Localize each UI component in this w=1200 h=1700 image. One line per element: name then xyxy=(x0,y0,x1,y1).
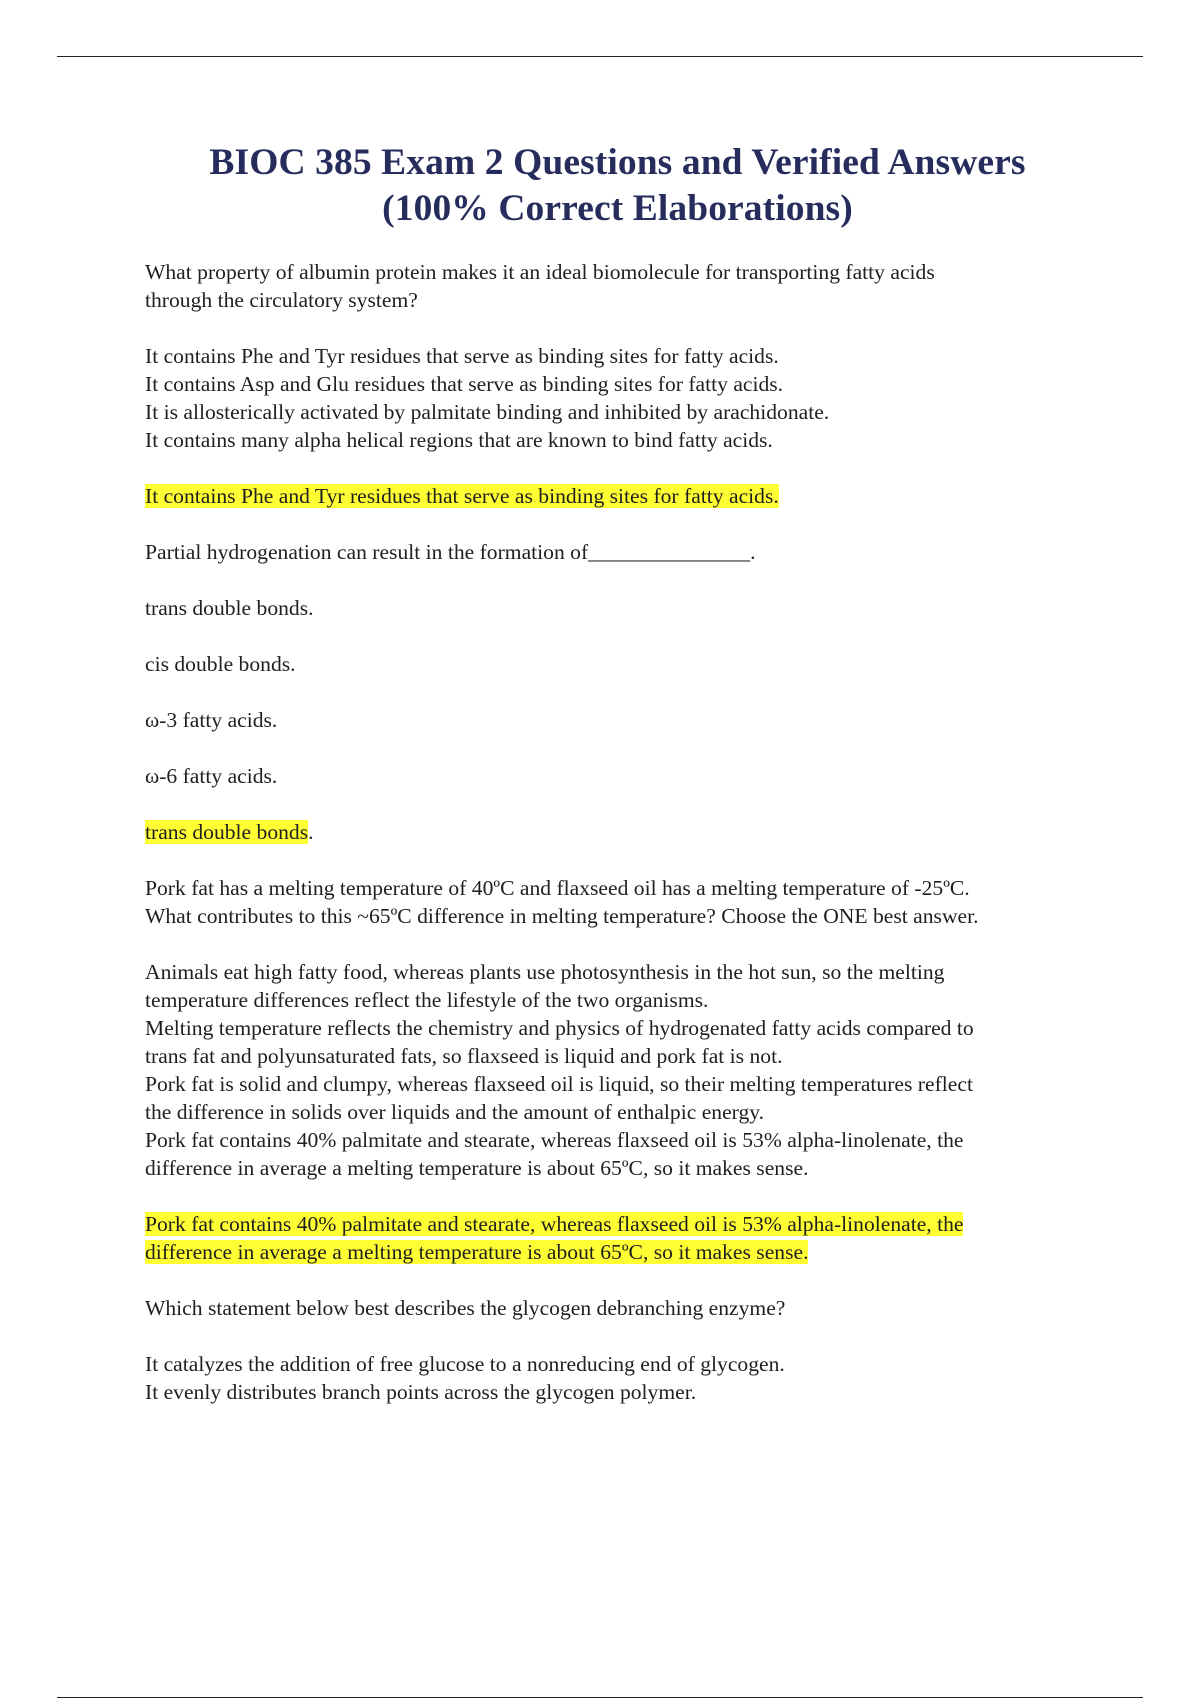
q2-answer xyxy=(145,818,1090,846)
q3-options xyxy=(145,958,1090,1182)
q4-options xyxy=(145,1350,1090,1406)
q1-question: What property of albumin protein makes it an ideal biomolecule for transporting fatty acids through the circulatory system? xyxy=(145,260,935,312)
q3-option-line: trans fat and polyunsaturated fats, so flaxseed is liquid and pork fat is not. xyxy=(145,1044,783,1068)
q3-option-line: Pork fat contains 40% palmitate and stearate, whereas flaxseed oil is 53% alpha-linolenate, the xyxy=(145,1128,964,1152)
q2-question: Partial hydrogenation can result in the formation of_______________. xyxy=(145,540,756,564)
q1-options xyxy=(145,342,1090,454)
q4-option: It catalyzes the addition of free glucose to a nonreducing end of glycogen. xyxy=(145,1352,785,1376)
q2-option: ω-3 fatty acids. xyxy=(145,708,278,732)
q3-option-line: difference in average a melting temperature is about 65ºC, so it makes sense. xyxy=(145,1156,809,1180)
q3-option-line: Melting temperature reflects the chemistry and physics of hydrogenated fatty acids compared to xyxy=(145,1016,974,1040)
title-line-2: (100% Correct Elaborations) xyxy=(382,188,853,229)
title-line-1: BIOC 385 Exam 2 Questions and Verified Answers xyxy=(209,142,1026,183)
q3-answer-highlight-line-2: difference in average a melting temperature is about 65ºC, so it makes sense. xyxy=(145,1240,809,1264)
document-title xyxy=(145,140,1090,232)
q1-answer-highlight: It contains Phe and Tyr residues that serve as binding sites for fatty acids. xyxy=(145,484,779,508)
q3-option-line: the difference in solids over liquids and the amount of enthalpic energy. xyxy=(145,1100,765,1124)
q2-answer-highlight: trans double bonds xyxy=(145,820,309,844)
top-rule xyxy=(57,56,1143,57)
q4-option: It evenly distributes branch points across the glycogen polymer. xyxy=(145,1380,697,1404)
q2-answer-period: . xyxy=(308,820,314,844)
q3-question: Pork fat has a melting temperature of 40ºC and flaxseed oil has a melting temperature of -25ºC. What contributes to this ~65ºC difference in melting temperature? Choose the ONE best answer. xyxy=(145,876,979,928)
q4-question: Which statement below best describes the glycogen debranching enzyme? xyxy=(145,1296,786,1320)
q3-option-line: Pork fat is solid and clumpy, whereas flaxseed oil is liquid, so their melting temperatures reflect xyxy=(145,1072,973,1096)
q1-option: It contains Phe and Tyr residues that serve as binding sites for fatty acids. xyxy=(145,344,779,368)
q1-option: It contains many alpha helical regions that are known to bind fatty acids. xyxy=(145,428,773,452)
q1-answer xyxy=(145,482,1090,510)
q3-option-line: temperature differences reflect the lifestyle of the two organisms. xyxy=(145,988,709,1012)
q2-option: trans double bonds. xyxy=(145,596,314,620)
q3-option-line: Animals eat high fatty food, whereas plants use photosynthesis in the hot sun, so the melting xyxy=(145,960,945,984)
document-page xyxy=(145,140,1090,1434)
q1-option: It is allosterically activated by palmitate binding and inhibited by arachidonate. xyxy=(145,400,830,424)
q1-option: It contains Asp and Glu residues that serve as binding sites for fatty acids. xyxy=(145,372,784,396)
q2-option: ω-6 fatty acids. xyxy=(145,764,278,788)
bottom-rule xyxy=(57,1697,1143,1698)
q2-option: cis double bonds. xyxy=(145,652,296,676)
q3-answer xyxy=(145,1210,1090,1266)
q3-answer-highlight-line-1: Pork fat contains 40% palmitate and stearate, whereas flaxseed oil is 53% alpha-linolenate, the xyxy=(145,1212,964,1236)
